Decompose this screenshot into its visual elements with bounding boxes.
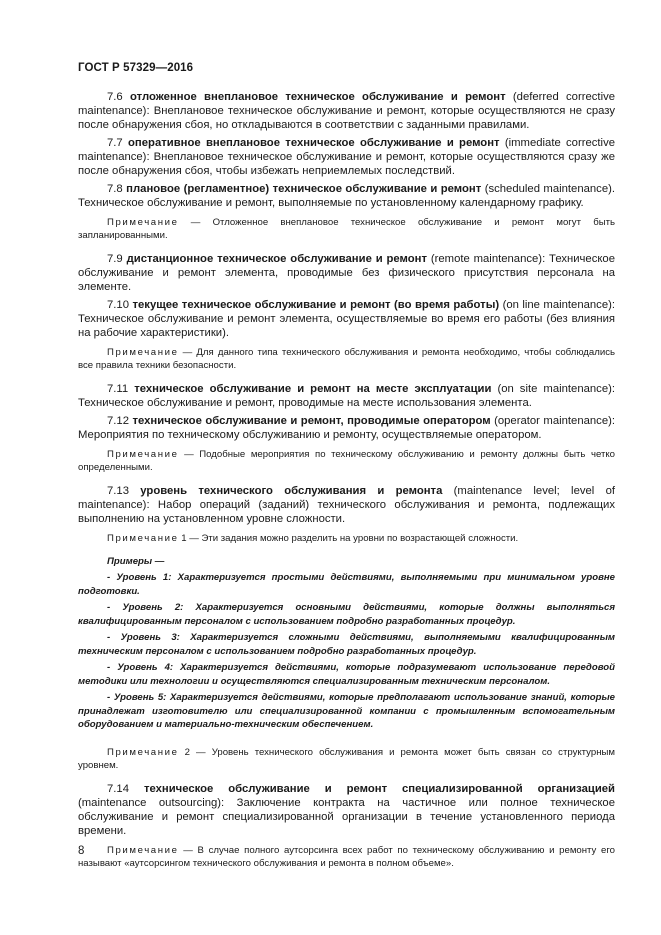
note-7-8 bbox=[78, 216, 615, 242]
note-text: 1 — Эти задания можно разделить на уровни по возрастающей сложности. bbox=[178, 533, 519, 544]
term-definition: (maintenance level; level of maintenance): Набор операций (заданий) технического обслуживания и ремонта, подлежащих выполнению на установленном уровне сложности. bbox=[78, 485, 616, 525]
term-number: 7.14 bbox=[107, 782, 129, 795]
term-name: уровень технического обслуживания и ремонта bbox=[140, 485, 443, 497]
term-7-13 bbox=[78, 484, 615, 526]
note-label: Примечание bbox=[107, 449, 179, 460]
term-name: техническое обслуживание и ремонт, проводимые оператором bbox=[132, 415, 491, 427]
term-number: 7.8 bbox=[107, 183, 123, 195]
term-name: техническое обслуживание и ремонт на месте эксплуатации bbox=[134, 383, 492, 395]
term-name: техническое обслуживание и ремонт специализированной организацией bbox=[143, 782, 615, 795]
note-label: Примечание bbox=[107, 533, 179, 544]
term-7-10 bbox=[78, 298, 615, 340]
note-7-12 bbox=[78, 448, 615, 474]
term-definition: (deferred corrective maintenance): Внеплановое техническое обслуживание и ремонт, которые осуществляются не сразу после обнаружения сбоя, но откладываются в соответствии с заданными правилами. bbox=[78, 91, 616, 131]
page-number: 8 bbox=[78, 845, 85, 857]
term-number: 7.10 bbox=[107, 299, 129, 311]
term-definition: (immediate corrective maintenance): Внеплановое техническое обслуживание и ремонт, которые осуществляются сразу же после обнаружения сбоя, чтобы избежать неприемлемых последствий. bbox=[78, 137, 616, 177]
term-name: отложенное внеплановое техническое обслуживание и ремонт bbox=[130, 91, 506, 103]
term-name: плановое (регламентное) техническое обслуживание и ремонт bbox=[126, 183, 482, 195]
term-7-14 bbox=[78, 782, 615, 838]
note-text: — В случае полного аутсорсинга всех работ по техническому обслуживанию и ремонту его называют «аутсорсингом технического обслуживания и ремонта в полном объеме». bbox=[78, 844, 615, 869]
term-7-8 bbox=[78, 182, 615, 210]
term-7-11 bbox=[78, 382, 615, 410]
term-number: 7.11 bbox=[107, 383, 129, 395]
term-definition: (maintenance outsourcing): Заключение контракта на частичное или полное техническое обслуживание и ремонт специализированной организации в течение установленного периода времени. bbox=[78, 796, 615, 837]
term-definition: (on site maintenance): Техническое обслуживание и ремонт, проводимые на месте использования элемента. bbox=[78, 383, 615, 409]
term-7-6 bbox=[78, 90, 615, 132]
term-7-9 bbox=[78, 252, 615, 294]
document-body bbox=[78, 90, 615, 880]
term-definition: (remote maintenance): Техническое обслуживание и ремонт элемента, проводимые без физического присутствия персонала на элементе. bbox=[78, 253, 616, 293]
example-level-4: - Уровень 4: Характеризуется действиями, которые подразумевают использование передовой методики или технологии и осуществляются специализированным техническим персоналом. bbox=[78, 662, 615, 687]
document-header: ГОСТ Р 57329—2016 bbox=[78, 62, 194, 74]
note-text: — Подобные мероприятия по техническому обслуживанию и ремонту должны быть четко определенными. bbox=[78, 449, 615, 473]
note-7-10 bbox=[78, 346, 615, 372]
term-name: дистанционное техническое обслуживание и ремонт bbox=[126, 253, 427, 265]
note-label: Примечание bbox=[107, 217, 179, 228]
example-level-5: - Уровень 5: Характеризуется действиями, которые предполагают использование знаний, которые принадлежат изготовителю или специализированной компании с промышленным вспомогательным оборудованием и материально-техническим обеспечением. bbox=[78, 692, 615, 730]
note-label: Примечание bbox=[107, 844, 179, 856]
note-7-13-2 bbox=[78, 746, 615, 772]
term-7-7 bbox=[78, 136, 615, 178]
note-text: — Для данного типа технического обслуживания и ремонта необходимо, чтобы соблюдались все правила техники безопасности. bbox=[78, 347, 615, 371]
example-level-2: - Уровень 2: Характеризуется основными действиями, которые должны выполняться квалифицированным персоналом с использованием подробно разработанных процедур. bbox=[78, 602, 615, 627]
example-level-3: - Уровень 3: Характеризуется сложными действиями, выполняемыми квалифицированным техническим персоналом с использованием подробно разработанных процедур. bbox=[78, 632, 615, 657]
note-label: Примечание bbox=[107, 347, 179, 358]
term-name: оперативное внеплановое техническое обслуживание и ремонт bbox=[128, 137, 500, 149]
note-text: — Отложенное внеплановое техническое обслуживание и ремонт могут быть запланированными. bbox=[78, 217, 615, 241]
term-7-12 bbox=[78, 414, 615, 442]
note-7-13-1 bbox=[78, 532, 615, 545]
term-definition: (operator maintenance): Мероприятия по техническому обслуживанию и ремонту, осуществляемые оператором. bbox=[78, 415, 615, 441]
examples-heading: Примеры — bbox=[107, 556, 165, 567]
note-7-14 bbox=[78, 844, 615, 870]
example-level-1: - Уровень 1: Характеризуется простыми действиями, выполняемыми при минимальном уровне подготовки. bbox=[78, 572, 615, 597]
term-number: 7.13 bbox=[107, 485, 129, 497]
term-number: 7.9 bbox=[107, 253, 123, 265]
term-number: 7.7 bbox=[107, 137, 123, 149]
note-text: 2 — Уровень технического обслуживания и ремонта может быть связан со структурным уровнем. bbox=[78, 746, 615, 771]
term-name: текущее техническое обслуживание и ремонт (во время работы) bbox=[132, 299, 500, 311]
term-number: 7.6 bbox=[107, 91, 123, 103]
term-definition: (on line maintenance): Техническое обслуживание и ремонт элемента, осуществляемые во время его работы (без влияния на рабочие характеристики). bbox=[78, 299, 616, 339]
term-definition: (scheduled maintenance). Техническое обслуживание и ремонт, выполняемые по установленному календарному графику. bbox=[78, 183, 616, 209]
term-number: 7.12 bbox=[107, 415, 129, 427]
note-label: Примечание bbox=[107, 746, 179, 758]
